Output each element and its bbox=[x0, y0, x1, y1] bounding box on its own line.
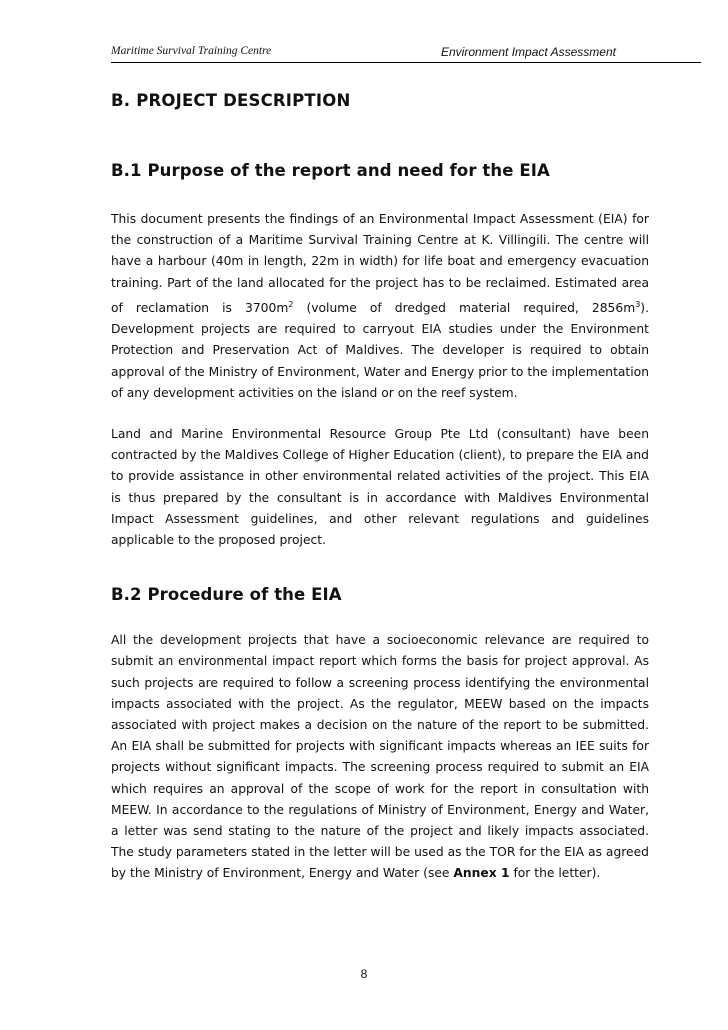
heading-b1: B.1 Purpose of the report and need for the EIA bbox=[111, 161, 550, 180]
header-document-title: Environment Impact Assessment bbox=[441, 45, 616, 59]
section-title: B. PROJECT DESCRIPTION bbox=[111, 91, 351, 110]
paragraph-purpose: This document presents the findings of an Environmental Impact Assessment (EIA) for the construction of a Maritime Survival Training Centre at K. Villingili. The centre will have a harbour (40m in length, 22m in width) for life boat and emergency evacuation training. Part of the land allocated for the project has to be reclaimed. Estimated area of reclamation is $3700m^2$ (volume of dredged material required, $2856m^3$). Development projects are required to carryout EIA studies under the Environment Protection and Preservation Act of Maldives. The developer is required to obtain approval of the Ministry of Environment, Water and Energy prior to the implementation of any development activities on the island or on the reef system. bbox=[111, 212, 649, 400]
header-organization: Maritime Survival Training Centre bbox=[111, 45, 272, 57]
page-header bbox=[111, 42, 701, 63]
heading-b2: B.2 Procedure of the EIA bbox=[111, 585, 342, 605]
page-number: 8 bbox=[360, 967, 368, 981]
page-body bbox=[111, 88, 649, 885]
annex-reference: Annex 1 bbox=[453, 866, 510, 881]
paragraph-consultant: Land and Marine Environmental Resource Group Pte Ltd (consultant) have been contracted by the Maldives College of Higher Education (client), to prepare the EIA and to provide assistance in other environmental related activities of the project. This EIA is thus prepared by the consultant is in accordance with Maldives Environmental Impact Assessment guidelines, and other relevant regulations and guidelines applicable to the proposed project. bbox=[111, 426, 649, 547]
paragraph-procedure: All the development projects that have a socioeconomic relevance are required to submit an environmental impact report which forms the basis for project approval. As such projects are required to follow a screening process identifying the environmental impacts associated with the project. As the regulator, MEEW based on the impacts associated with project makes a decision on the nature of the report to be submitted. An EIA shall be submitted for projects with significant impacts whereas an IEE suits for projects without significant impacts. The screening process required to submit an EIA which requires an approval of the scope of work for the report in consultation with MEEW. In accordance to the regulations of Ministry of Environment, Energy and Water, a letter was send stating to the nature of the project and likely impacts associated. The study parameters stated in the letter will be used as the TOR for the EIA as agreed by the Ministry of Environment, Energy and Water (see Annex 1 for the letter). bbox=[111, 633, 649, 881]
